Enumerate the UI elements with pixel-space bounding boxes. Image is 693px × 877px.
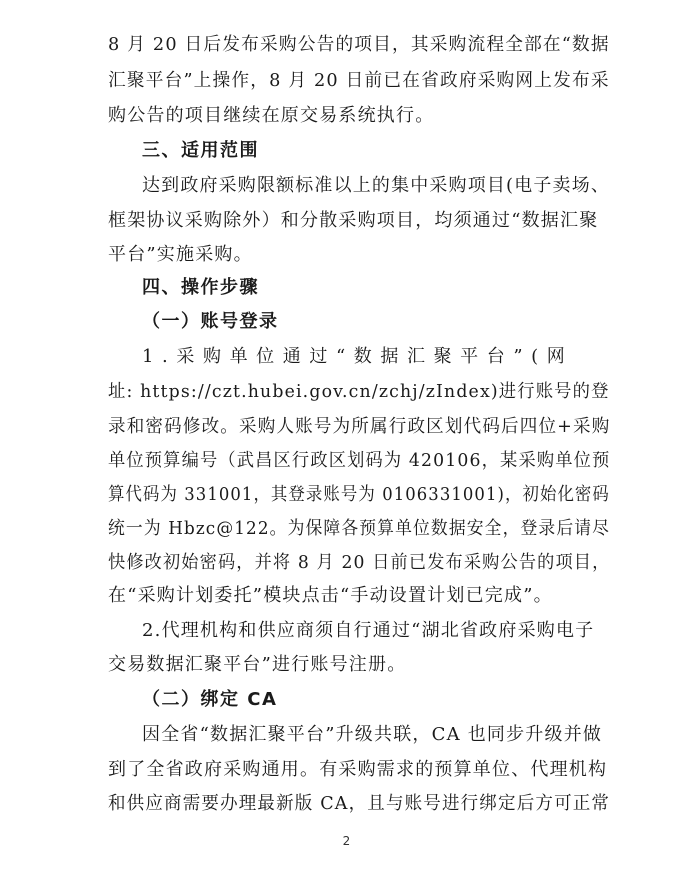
body-text-line: 1.采购单位通过“数据汇聚平台”(网 xyxy=(142,346,574,367)
body-text-line: 平台”实施采购。 xyxy=(108,244,253,265)
body-text-line: 快修改初始密码，并将 8 月 20 日前已发布采购公告的项目， xyxy=(108,552,611,573)
page-number: 2 xyxy=(342,834,351,848)
body-text-line: 录和密码修改。采购人账号为所属行政区划代码后四位+采购 xyxy=(108,416,611,437)
body-text-line: 框架协议采购除外）和分散采购项目，均须通过“数据汇聚 xyxy=(108,210,599,231)
body-text-line: 址: https://czt.hubei.gov.cn/zchj/zIndex)进行账号的登 xyxy=(108,381,610,402)
body-text-line: 8 月 20 日后发布采购公告的项目，其采购流程全部在“数据 xyxy=(108,34,610,55)
body-text-line: 达到政府采购限额标准以上的集中采购项目(电子卖场、 xyxy=(142,175,611,196)
body-text-line: 2.代理机构和供应商须自行通过“湖北省政府采购电子 xyxy=(142,620,595,641)
body-text-line: 到了全省政府采购通用。有采购需求的预算单位、代理机构 xyxy=(108,759,608,780)
body-text-line: 单位预算编号（武昌区行政区划码为 420106，某采购单位预 xyxy=(108,450,611,471)
body-text-line: 算代码为 331001，其登录账号为 0106331001)，初始化密码 xyxy=(108,484,610,505)
body-text-line: 购公告的项目继续在原交易系统执行。 xyxy=(108,105,435,126)
section-heading-steps: 四、操作步骤 xyxy=(142,277,259,298)
subsection-heading-bind-ca: （二）绑定 CA xyxy=(142,689,278,710)
body-text-line: 统一为 Hbzc@122。为保障各预算单位数据安全，登录后请尽 xyxy=(108,518,611,539)
body-text-line: 在“采购计划委托”模块点击“手动设置计划已完成”。 xyxy=(108,585,553,606)
section-heading-scope: 三、适用范围 xyxy=(142,140,259,161)
body-text-line: 交易数据汇聚平台”进行账号注册。 xyxy=(108,654,407,675)
body-text-line: 因全省“数据汇聚平台”升级共联，CA 也同步升级并做 xyxy=(142,724,603,745)
subsection-heading-account-login: （一）账号登录 xyxy=(142,311,279,332)
body-text-line: 汇聚平台”上操作，8 月 20 日前已在省政府采购网上发布采 xyxy=(108,70,610,91)
body-text-line: 和供应商需要办理最新版 CA，且与账号进行绑定后方可正常 xyxy=(108,793,611,814)
